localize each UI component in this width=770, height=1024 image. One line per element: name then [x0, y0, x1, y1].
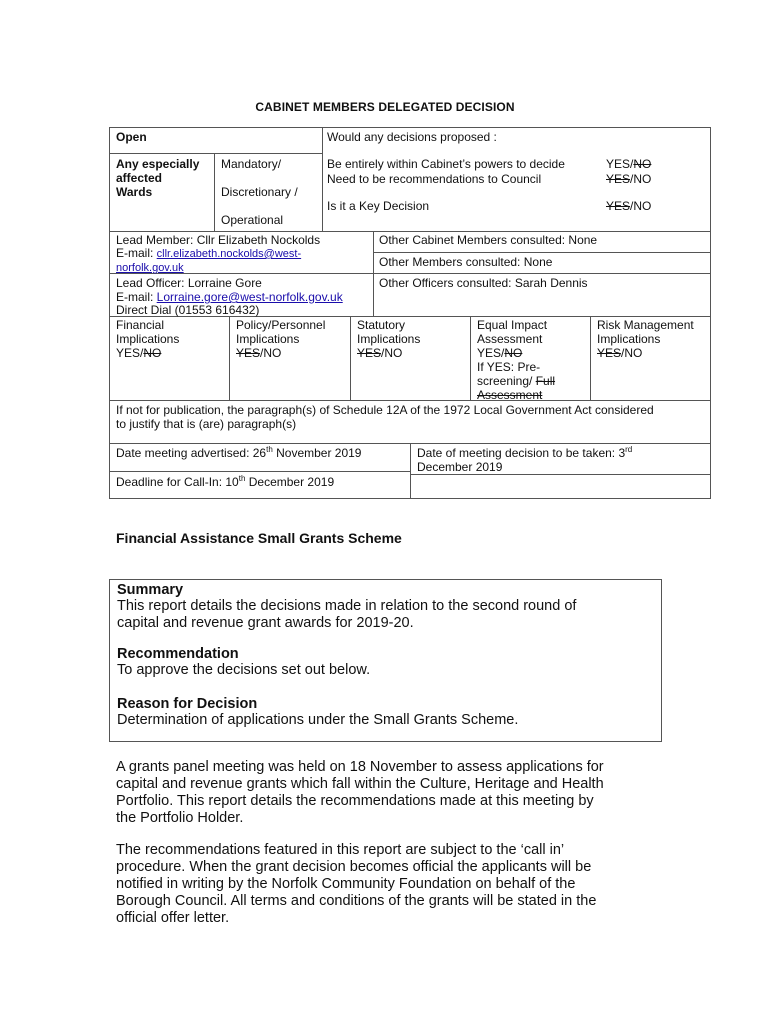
- cabinet-powers-answer: YES/NO: [606, 157, 652, 171]
- discretionary-label: Discretionary /: [221, 185, 298, 199]
- lead-officer: Lead Officer: Lorraine Gore: [116, 276, 262, 290]
- date-advertised: Date meeting advertised: 26th November 2019: [116, 445, 362, 460]
- wards-label: Any especially affected Wards: [116, 157, 200, 199]
- reason-heading: Reason for Decision: [117, 696, 258, 712]
- open-label: Open: [116, 130, 147, 144]
- other-officers: Other Officers consulted: Sarah Dennis: [379, 276, 588, 290]
- recommendation-text: To approve the decisions set out below.: [117, 662, 371, 678]
- equal-impact-assessment: Equal Impact Assessment YES/NO If YES: Pre- screening/ Full Assessment: [477, 318, 556, 402]
- direct-dial: Direct Dial (01553 616432): [116, 303, 260, 317]
- key-decision-answer: YES/NO: [606, 199, 652, 213]
- other-members: Other Members consulted: None: [379, 255, 553, 269]
- officer-email-link[interactable]: Lorraine.gore@west-norfolk.gov.uk: [156, 290, 343, 304]
- document-title: CABINET MEMBERS DELEGATED DECISION: [255, 100, 515, 114]
- operational-label: Operational: [221, 213, 284, 227]
- lead-member: Lead Member: Cllr Elizabeth Nockolds: [116, 233, 321, 247]
- cabinet-powers-question: Be entirely within Cabinet’s powers to decide: [327, 157, 565, 171]
- publication-note: If not for publication, the paragraph(s) of Schedule 12A of the 1972 Local Government Act considered to justify that is (are) paragraph(s): [116, 403, 654, 431]
- lead-member-email: E-mail: cllr.elizabeth.nockolds@west- norfolk.gov.uk: [116, 246, 302, 274]
- council-recommendation-answer: YES/NO: [606, 172, 652, 186]
- recommendation-heading: Recommendation: [117, 646, 239, 662]
- policy-implications: Policy/Personnel Implications YES/NO: [236, 318, 326, 360]
- financial-implications: Financial Implications YES/NO: [116, 318, 180, 360]
- decision-date: Date of meeting decision to be taken: 3rd December 2019: [417, 445, 633, 474]
- section-heading: Financial Assistance Small Grants Scheme: [116, 530, 402, 546]
- council-recommendation-question: Need to be recommendations to Council: [327, 172, 542, 186]
- paragraph-grants-panel: A grants panel meeting was held on 18 November to assess applications for capital and revenue grants which fall within the Culture, Heritage and Health Portfolio. This report details the recommendations made at this meeting by the Portfolio Holder.: [116, 759, 604, 826]
- summary-text: This report details the decisions made in relation to the second round of capital and revenue grant awards for 2019-20.: [117, 598, 577, 631]
- key-decision-question: Is it a Key Decision: [327, 199, 430, 213]
- member-email-link[interactable]: cllr.elizabeth.nockolds@west-: [156, 248, 302, 260]
- summary-box: [109, 579, 662, 742]
- other-cabinet-members: Other Cabinet Members consulted: None: [379, 233, 598, 247]
- lead-officer-email: E-mail: Lorraine.gore@west-norfolk.gov.uk: [116, 290, 343, 304]
- would-any-decisions-label: Would any decisions proposed :: [327, 130, 497, 144]
- call-in-deadline: Deadline for Call-In: 10th December 2019: [116, 474, 335, 489]
- paragraph-call-in: The recommendations featured in this report are subject to the ‘call in’ procedure. When the grant decision becomes official the applicants will be notified in writing by the Norfolk Community Foundation on behalf of the Borough Council. All terms and conditions of the grants will be stated in the official offer letter.: [116, 842, 597, 926]
- risk-management-implications: Risk Management Implications YES/NO: [597, 318, 694, 360]
- statutory-implications: Statutory Implications YES/NO: [357, 318, 421, 360]
- member-email-link-cont[interactable]: norfolk.gov.uk: [116, 262, 184, 274]
- mandatory-label: Mandatory/: [221, 157, 282, 171]
- reason-text: Determination of applications under the Small Grants Scheme.: [117, 712, 519, 728]
- summary-heading: Summary: [117, 582, 184, 598]
